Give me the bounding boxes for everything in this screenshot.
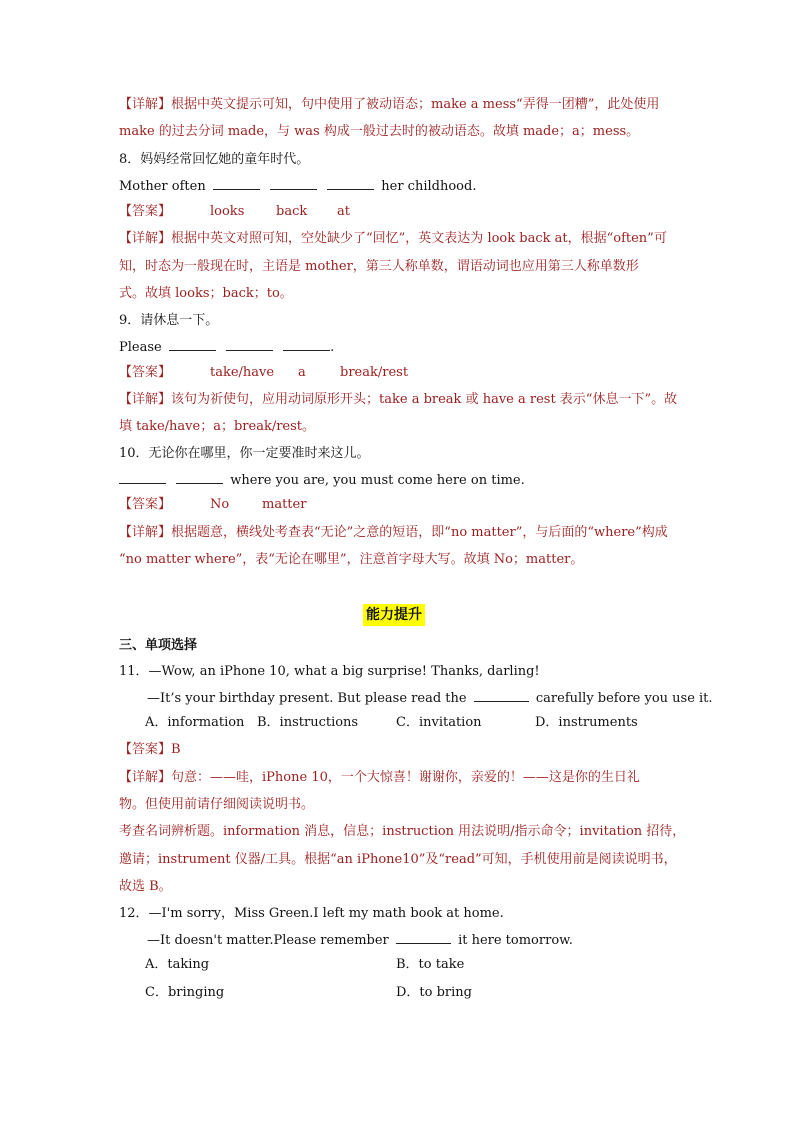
detail-text: 句意：——哇，iPhone 10，一个大惊喜！谢谢你，亲爱的！——这是你的生日礼: [171, 770, 640, 785]
option-c[interactable]: C．bringing: [145, 985, 225, 1000]
q8-detail-line-2: 知，时态为一般现在时，主语是 mother，第三人称单数，谓语动词也应用第三人称单数形: [119, 259, 639, 274]
q11-detail-line-2: 物。但使用前请仔细阅读说明书。: [119, 797, 315, 812]
option-c[interactable]: C．invitation: [396, 715, 482, 730]
answer-blank[interactable]: [396, 931, 451, 944]
answer-value: break/rest: [340, 365, 409, 380]
sentence-end: her childhood.: [381, 179, 477, 194]
q9-stem: 9．请休息一下。: [119, 313, 219, 328]
q12-stem-line-1: 12．—I'm sorry，Miss Green.I left my math book at home.: [119, 906, 504, 921]
q11-detail-line-4: 邀请；instrument 仪器/工具。根据“an iPhone10”及“read”可知，手机使用前是阅读说明书，: [119, 852, 677, 867]
answer-value: a: [298, 365, 306, 380]
q11-stem-line-2: [147, 689, 713, 708]
detail-tag: 【详解】: [119, 231, 172, 246]
q9-detail-line-2: 填 take/have；a；break/rest。: [119, 419, 316, 434]
answer-blank[interactable]: [474, 689, 529, 702]
answer-blank[interactable]: [176, 471, 223, 484]
sentence-start: Please: [119, 340, 162, 355]
section-heading: 三、单项选择: [119, 638, 198, 653]
detail-tag: 【详解】: [119, 97, 172, 112]
answer-value: back: [276, 204, 308, 219]
detail-tag: 【详解】: [119, 392, 172, 407]
option-b[interactable]: B．instructions: [257, 715, 359, 730]
q10-sentence: [119, 471, 679, 490]
answer-blank[interactable]: [226, 338, 273, 351]
q7-detail-line-2: make 的过去分词 made，与 was 构成一般过去时的被动语态。故填 made；a；mess。: [119, 124, 640, 139]
q9-answer: [119, 364, 679, 382]
q10-detail-line-1: [119, 524, 679, 542]
q11-detail-line-5: 故选 B。: [119, 879, 172, 894]
q8-detail-line-3: 式。故填 looks；back；to。: [119, 286, 293, 301]
q10-answer: [119, 496, 679, 514]
q8-sentence: [119, 177, 679, 196]
q11-stem-line-1: 11．—Wow, an iPhone 10, what a big surprise! Thanks, darling!: [119, 664, 540, 679]
q7-detail-line-1: [119, 96, 679, 114]
detail-tag: 【详解】: [119, 525, 172, 540]
q11-detail-line-3: 考查名词辨析题。information 消息，信息；instruction 用法说明/指示命令；invitation 招待，: [119, 824, 686, 839]
answer-value: No: [210, 497, 230, 512]
option-b[interactable]: B．to take: [396, 957, 465, 972]
q11-detail-line-1: [119, 769, 679, 787]
stem-text: carefully before you use it.: [535, 691, 713, 706]
detail-text: 该句为祈使句，应用动词原形开头；take a break 或 have a rest 表示“休息一下”。故: [171, 392, 678, 407]
option-a[interactable]: A．taking: [145, 957, 210, 972]
stem-text: —It’s your birthday present. But please read the: [147, 691, 467, 706]
q12-stem-line-2: [147, 931, 707, 950]
stem-text: it here tomorrow.: [458, 933, 573, 948]
answer-blank[interactable]: [270, 177, 317, 190]
detail-text: 根据题意，横线处考查表“无论”之意的短语，即“no matter”，与后面的“where”构成: [171, 525, 668, 540]
stem-text: —It doesn't matter.Please remember: [147, 933, 389, 948]
answer-value: take/have: [210, 365, 275, 380]
detail-tag: 【详解】: [119, 770, 172, 785]
answer-tag: 【答案】: [119, 204, 172, 219]
q8-answer: [119, 203, 679, 221]
q9-detail-line-1: [119, 391, 679, 409]
q10-stem: 10．无论你在哪里，你一定要准时来这儿。: [119, 446, 370, 461]
answer-value: at: [337, 204, 350, 219]
answer-blank[interactable]: [169, 338, 216, 351]
answer-value: looks: [210, 204, 245, 219]
answer-blank[interactable]: [213, 177, 260, 190]
sentence-start: Mother often: [119, 179, 206, 194]
q9-sentence: [119, 338, 679, 357]
q8-stem: 8．妈妈经常回忆她的童年时代。: [119, 152, 310, 167]
option-a[interactable]: A．information: [145, 715, 245, 730]
section-title: 能力提升: [363, 604, 425, 626]
answer-tag: 【答案】: [119, 497, 172, 512]
answer-blank[interactable]: [327, 177, 374, 190]
detail-text: 根据中英文对照可知，空处缺少了“回忆”，英文表达为 look back at，根据“often”可: [171, 231, 667, 246]
sentence-end: .: [330, 340, 335, 355]
q8-detail-line-1: [119, 230, 679, 248]
sentence-end: where you are, you must come here on time.: [230, 473, 525, 488]
answer-blank[interactable]: [119, 471, 166, 484]
option-d[interactable]: D．instruments: [535, 715, 638, 730]
answer-value: matter: [262, 497, 307, 512]
q10-detail-line-2: “no matter where”，表“无论在哪里”，注意首字母大写。故填 No；matter。: [119, 552, 584, 567]
detail-text: 根据中英文提示可知，句中使用了被动语态；make a mess“弄得一团糟”，此处使用: [171, 97, 660, 112]
option-d[interactable]: D．to bring: [396, 985, 472, 1000]
answer-blank[interactable]: [283, 338, 330, 351]
q11-answer: 【答案】B: [119, 742, 181, 757]
answer-tag: 【答案】: [119, 365, 172, 380]
